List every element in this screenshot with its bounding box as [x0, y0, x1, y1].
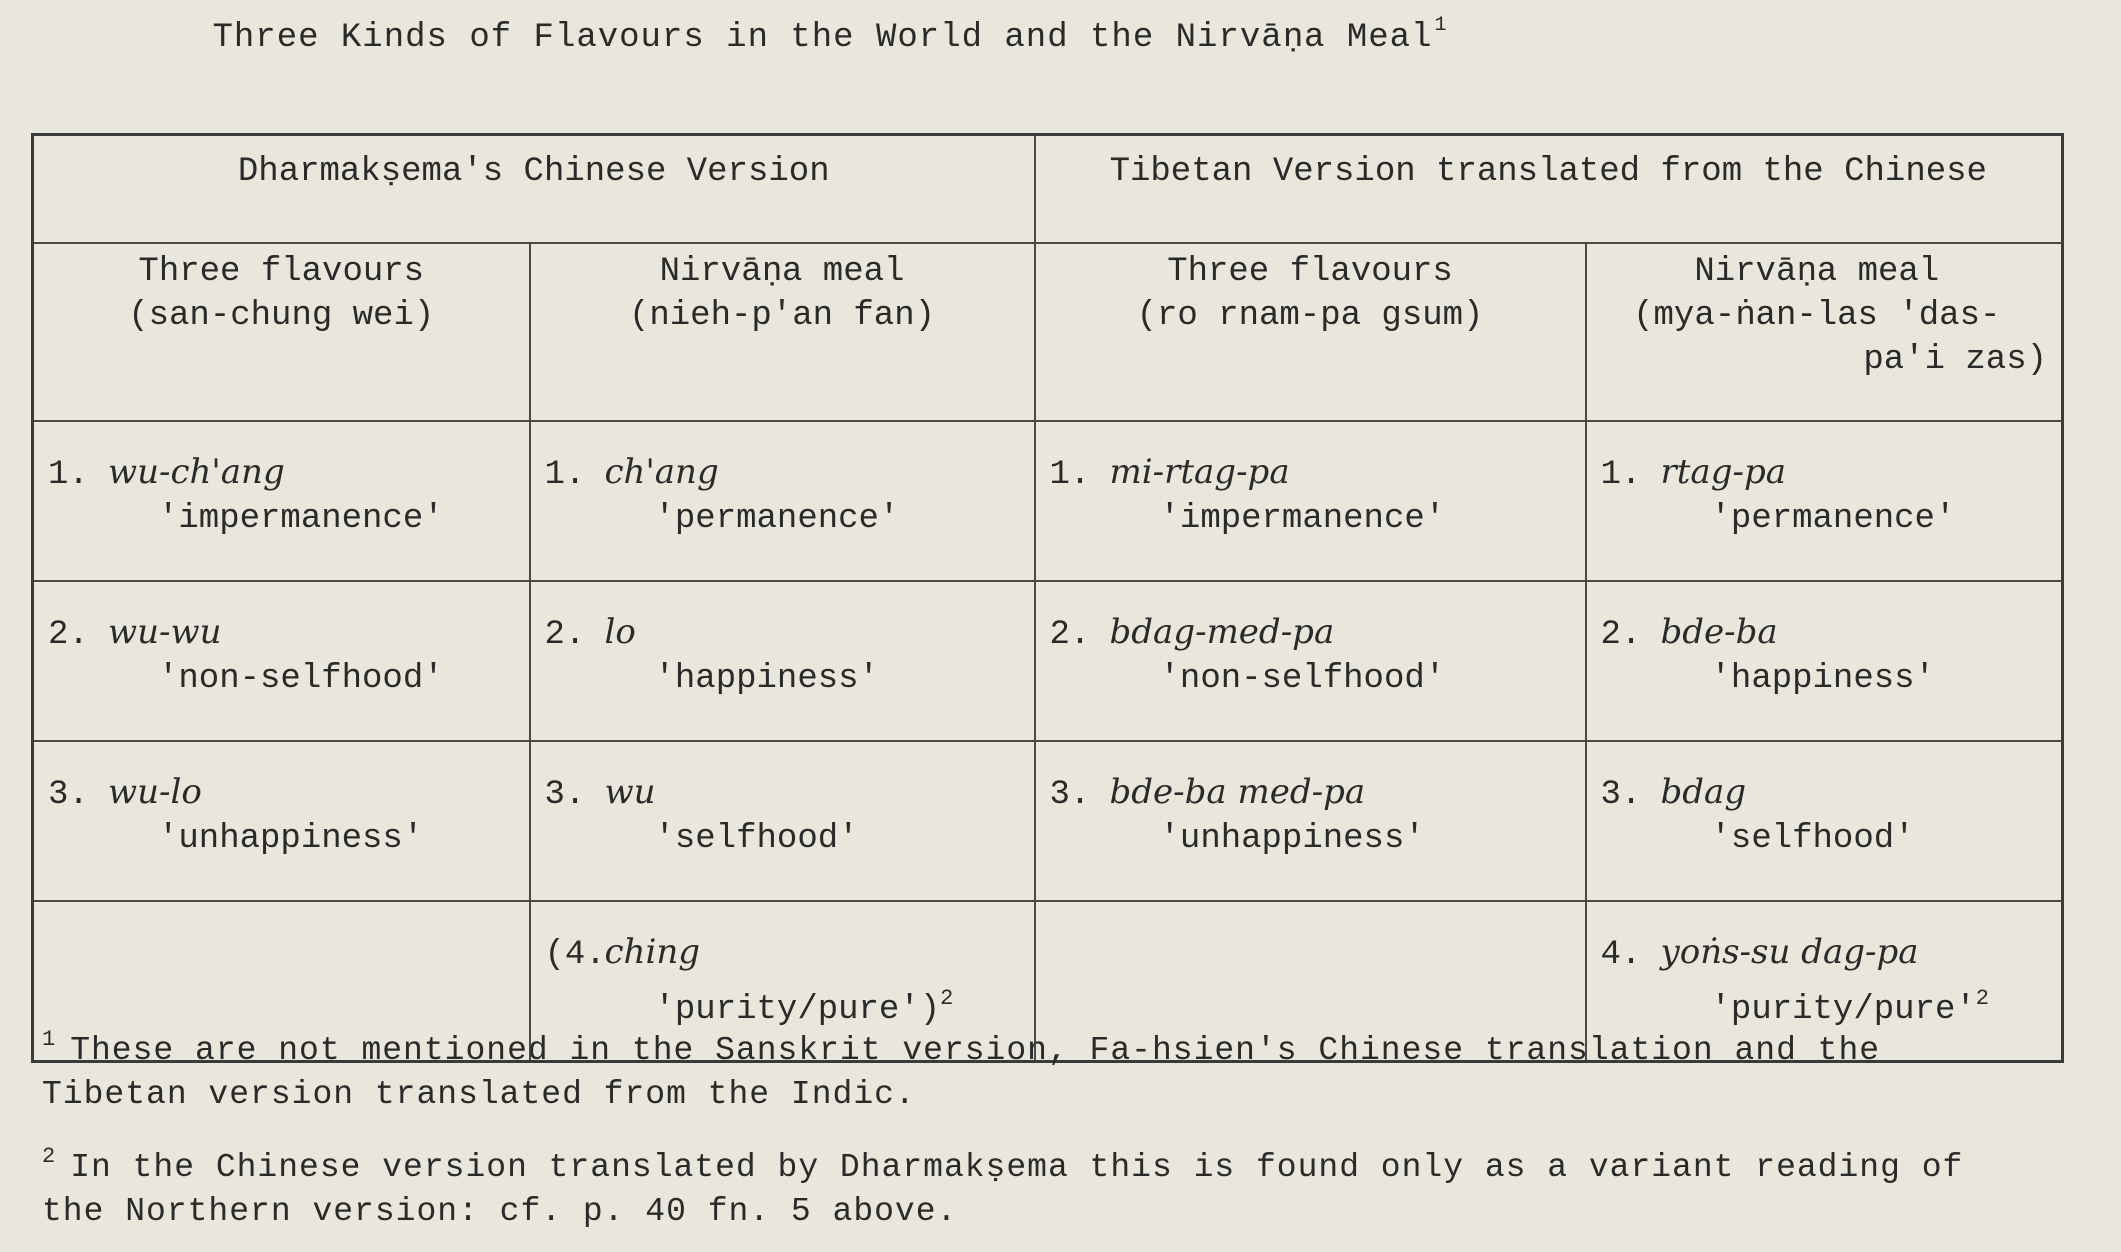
sub-header-cell: Nirvāṇa meal (nieh-p'an fan) [530, 243, 1035, 421]
table-row [33, 741, 2063, 901]
table-cell: 3. bdag 'selfhood' [1586, 741, 2063, 901]
flavours-table [31, 133, 2064, 1063]
group-header-chinese: Dharmakṣema's Chinese Version [33, 135, 1035, 244]
title-text: Three Kinds of Flavours in the World and the Nirvāṇa Meal [212, 19, 1433, 57]
sub-header-cell: Three flavours (ro rnam-pa gsum) [1035, 243, 1586, 421]
sub-header-cell: Three flavours (san-chung wei) [33, 243, 530, 421]
group-header-row [33, 135, 2063, 244]
table-cell: 2. wu-wu 'non-selfhood' [33, 581, 530, 741]
table-cell: 1. mi-rtag-pa 'impermanence' [1035, 421, 1586, 581]
table-cell: 4. yoṅs-su dag-pa 'purity/pure'$^2$ [1586, 901, 2063, 1062]
sub-header-cell: Nirvāṇa meal (mya-ṅan-las 'das- pa'i zas) [1586, 243, 2063, 421]
table-row [33, 421, 2063, 581]
page-title [0, 14, 1660, 57]
footnote-mark: 2 [940, 986, 954, 1011]
footnotes [42, 1018, 2042, 1252]
table-cell: 3. wu 'selfhood' [530, 741, 1035, 901]
footnote-mark: 2 [1975, 986, 1989, 1011]
table-cell: 1. wu-ch'ang 'impermanence' [33, 421, 530, 581]
title-footnote-mark: 1 [1434, 14, 1448, 37]
table-cell: 1. ch'ang 'permanence' [530, 421, 1035, 581]
table-cell: 3. wu-lo 'unhappiness' [33, 741, 530, 901]
table-row [33, 581, 2063, 741]
footnote: $^2$ In the Chinese version translated by Dharmakṣema this is found only as a variant reading of the Northern version: cf. p. 40 fn. 5 above. [42, 1144, 1964, 1230]
table-cell: 1. rtag-pa 'permanence' [1586, 421, 2063, 581]
table-cell: 2. lo 'happiness' [530, 581, 1035, 741]
table-cell: (4.ching 'purity/pure')$^2$ [530, 901, 1035, 1062]
group-header-tibetan: Tibetan Version translated from the Chinese [1035, 135, 2063, 244]
sub-header-row [33, 243, 2063, 421]
table-cell: 2. bdag-med-pa 'non-selfhood' [1035, 581, 1586, 741]
table-cell: 3. bde-ba med-pa 'unhappiness' [1035, 741, 1586, 901]
table-cell: 2. bde-ba 'happiness' [1586, 581, 2063, 741]
footnote: $^1$ These are not mentioned in the Sanskrit version, Fa-hsien's Chinese translation and the Tibetan version translated from the Indic. [42, 1027, 1881, 1113]
